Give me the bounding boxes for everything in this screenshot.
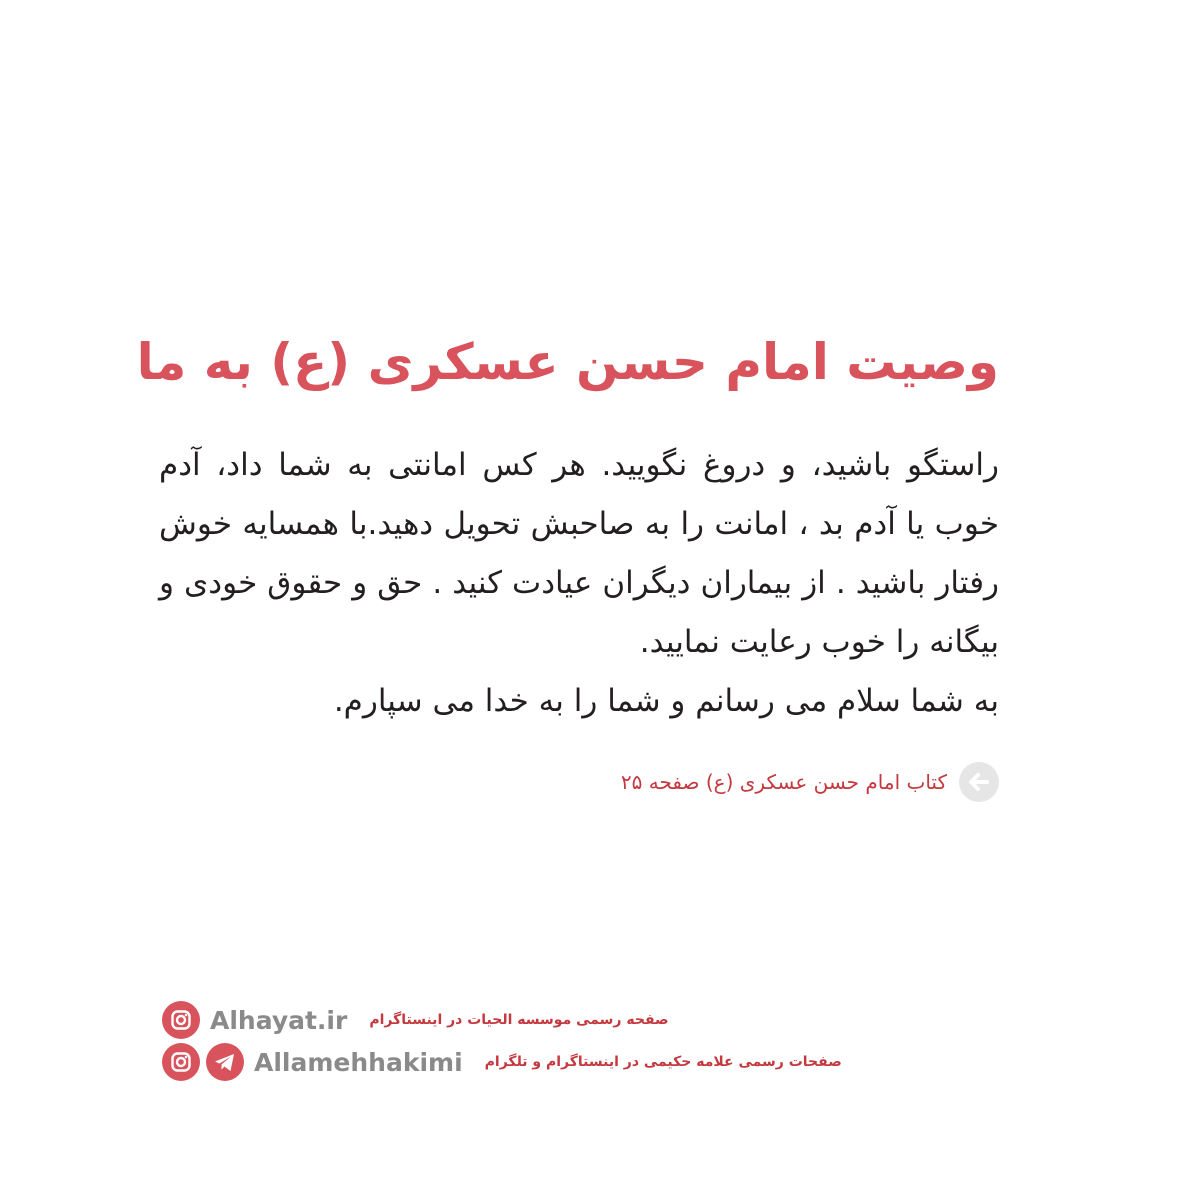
instagram-icon[interactable] [162, 1043, 200, 1081]
post-body [159, 436, 999, 731]
telegram-icon[interactable] [206, 1043, 244, 1081]
instagram-handle[interactable]: Alhayat.ir [210, 1005, 348, 1035]
body-paragraph: راستگو باشید، و دروغ نگویید. هر کس امانتی به شما داد، آدم خوب یا آدم بد ، امانت را به صاحبش تحویل دهید.با همسایه خوش رفتار باشید . از بیماران دیگران عیادت کنید . حق و حقوق خودی و بیگانه را خوب رعایت نمایید. [159, 447, 999, 660]
footer-row-allamehhakimi [162, 1042, 842, 1082]
footer-description: صفحه رسمی موسسه الحیات در اینستاگرام [369, 1012, 669, 1028]
source-reference [621, 760, 999, 804]
arrow-left-icon [959, 762, 999, 802]
body-paragraph: به شما سلام می رسانم و شما را به خدا می سپارم. [333, 683, 999, 719]
source-text: کتاب امام حسن عسکری (ع) صفحه ۲۵ [620, 770, 947, 794]
footer-description: صفحات رسمی علامه حکیمی در اینستاگرام و تلگرام [484, 1054, 842, 1070]
account-handle[interactable]: Allamehhakimi [254, 1047, 463, 1077]
footer-row-alhayat [162, 1000, 669, 1040]
instagram-icon[interactable] [162, 1001, 200, 1039]
post-title: وصیت امام حسن عسکری (ع) به ما [136, 333, 999, 391]
